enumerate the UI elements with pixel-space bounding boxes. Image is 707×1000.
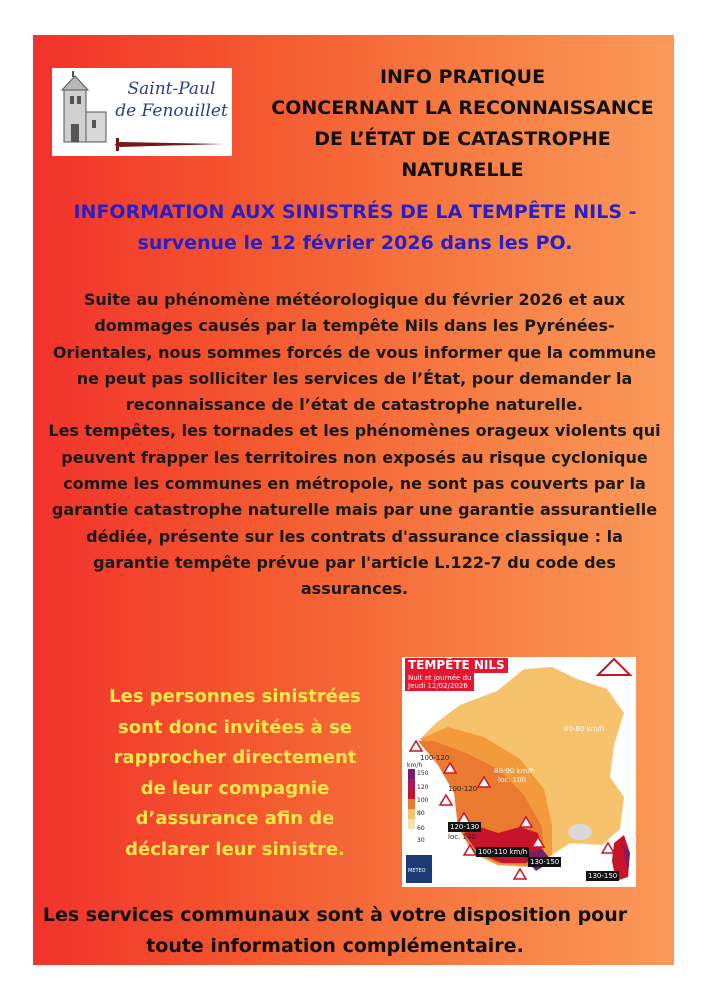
zone-label-80-90: 80-90 km/h <box>494 767 535 775</box>
footer-text <box>30 900 640 962</box>
invite-line: d’assurance afin de <box>135 808 335 829</box>
municipality-logo <box>52 68 232 156</box>
title-line-1: INFO PRATIQUE <box>379 66 546 88</box>
meteo-brand-logo: METEO <box>408 868 426 874</box>
map-subtitle <box>405 673 474 691</box>
storm-wind-map <box>402 657 636 887</box>
logo-line-2: de Fenouillet <box>115 101 228 121</box>
page-title <box>250 62 675 186</box>
storm-subtitle <box>45 197 665 259</box>
map-subtitle-line-2: Jeudi 12/02/2026 <box>408 682 468 690</box>
legend-value: 100 <box>417 797 429 804</box>
footer-line-2: toute information complémentaire. <box>146 935 524 957</box>
zone-label-loc-100: loc. 100 <box>498 776 526 784</box>
map-subtitle-line-1: Nuit et journée du <box>408 674 472 682</box>
body-paragraph-2: Les tempêtes, les tornades et les phénomènes orageux violents qui peuvent frapper les territoires non exposés au risque cyclonique comme les communes en métropole, ne sont pas couverts par la garantie catastrophe naturelle mais par une garantie assurantielle dédiée, présente sur les contrats d'assurance classique : la garantie tempête prévue par l'article L.122-7 du code des assurances. <box>48 421 661 599</box>
invite-line: Les personnes sinistrées <box>109 686 361 707</box>
legend-value: 120 <box>417 784 429 791</box>
sword-icon <box>52 68 232 156</box>
invite-line: rapprocher directement <box>113 747 357 768</box>
subtitle-line-1: INFORMATION AUX SINISTRÉS DE LA TEMPÊTE NILS - <box>73 201 637 223</box>
map-title: TEMPÊTE NILS <box>405 658 508 673</box>
zone-label-60-80: 60-80 km/h <box>564 725 605 733</box>
invite-text <box>75 682 395 865</box>
title-line-3: DE L’ÉTAT DE CATASTROPHE <box>314 128 611 150</box>
title-line-4: NATURELLE <box>401 159 524 181</box>
body-paragraph-1: Suite au phénomène météorologique du février 2026 et aux dommages causés par la tempête Nils dans les Pyrénées-Orientales, nous sommes forcés de vous informer que la commune ne peut pas solliciter les services de l’État, pour demander la reconnaissance de l’état de catastrophe naturelle. <box>52 290 657 415</box>
legend-value: 30 <box>417 837 425 844</box>
zone-label-100-120-south: 100-120 <box>448 785 478 793</box>
logo-line-1: Saint-Paul <box>127 79 216 99</box>
legend-value: 150 <box>417 770 429 777</box>
zone-label-130-150-corsica: 130-150 <box>588 872 618 880</box>
legend-unit: km/h <box>407 762 423 769</box>
footer-line-1: Les services communaux sont à votre disposition pour <box>42 904 628 926</box>
legend-value: 60 <box>417 825 425 832</box>
title-line-2: CONCERNANT LA RECONNAISSANCE <box>271 97 654 119</box>
subtitle-line-2: survenue le 12 février 2026 dans les PO. <box>137 232 573 254</box>
body-text <box>48 287 661 603</box>
zone-label-loc-140: loc. 140 <box>448 833 476 841</box>
zone-label-100-110: 100-110 km/h <box>478 848 528 856</box>
invite-line: de leur compagnie <box>140 777 330 799</box>
invite-line: déclarer leur sinistre. <box>125 838 345 860</box>
zone-label-120-130: 120-130 <box>450 823 480 831</box>
zone-label-100-120-north: 100-120 <box>420 754 450 762</box>
zone-label-130-150: 130-150 <box>530 858 560 866</box>
legend-value: 80 <box>417 810 425 817</box>
invite-line: sont donc invitées à se <box>118 716 352 738</box>
